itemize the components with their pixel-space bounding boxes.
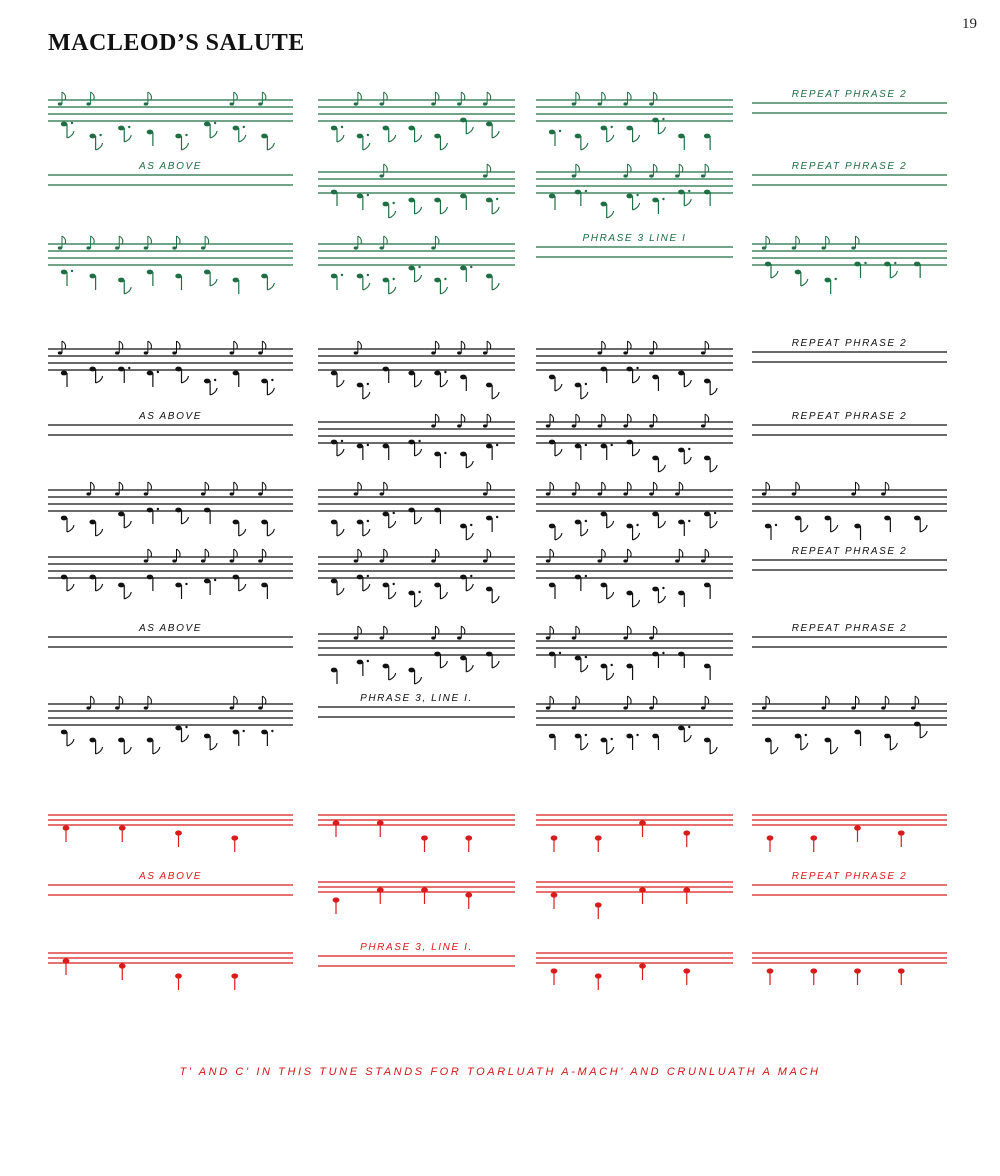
music-measure [536, 404, 733, 464]
staff-group [752, 425, 947, 435]
music-measure [48, 472, 293, 532]
music-measure [48, 82, 293, 142]
staff-svg [48, 331, 293, 391]
music-measure [752, 935, 947, 995]
staff-group [48, 696, 293, 754]
staff-group [48, 175, 293, 185]
staff-label [752, 622, 947, 636]
staff-svg [536, 404, 733, 464]
staff-svg [318, 82, 515, 142]
music-measure [318, 539, 515, 599]
staff-svg [318, 226, 515, 286]
staff-label-bar [48, 616, 293, 676]
staff-label [48, 622, 293, 636]
music-measure [48, 539, 293, 599]
staff-svg [536, 154, 733, 214]
staff-svg [752, 935, 947, 995]
music-measure [536, 935, 733, 995]
staff-group [48, 482, 293, 536]
music-measure [318, 472, 515, 532]
staff-svg [752, 472, 947, 532]
staff-svg [536, 472, 733, 532]
staff-group [752, 637, 947, 647]
staff-svg [48, 797, 293, 857]
staff-group [752, 236, 947, 294]
staff-group [318, 414, 515, 468]
staff-group [318, 164, 515, 218]
staff-group [536, 953, 733, 990]
staff-group [752, 560, 947, 570]
staff-group [752, 103, 947, 113]
staff-svg [318, 616, 515, 676]
music-measure [536, 616, 733, 676]
staff-svg [536, 539, 733, 599]
staff-group [48, 425, 293, 435]
music-measure [48, 331, 293, 391]
footnote: T' AND C' IN THIS TUNE STANDS FOR TOARLUATH A-MACH' AND CRUNLUATH A MACH [179, 1066, 821, 1078]
music-measure [752, 226, 947, 286]
music-measure [48, 935, 293, 995]
staff-svg [318, 797, 515, 857]
staff-group [752, 815, 947, 852]
staff-svg [536, 616, 733, 676]
staff-svg [48, 539, 293, 599]
staff-group [318, 482, 515, 540]
staff-label-text: AS ABOVE [131, 623, 210, 634]
staff-svg [536, 864, 733, 924]
music-measure [318, 154, 515, 214]
staff-label-text: PHRASE 3, LINE I. [352, 942, 481, 953]
staff-label [48, 160, 293, 174]
staff-group [536, 164, 733, 218]
staff-group [318, 341, 515, 399]
staff-label [752, 410, 947, 424]
music-measure [318, 616, 515, 676]
staff-label-text: AS ABOVE [131, 161, 210, 172]
staff-group [752, 482, 947, 540]
staff-label-bar [318, 935, 515, 995]
staff-svg [48, 472, 293, 532]
staff-svg [536, 331, 733, 391]
staff-group [752, 175, 947, 185]
staff-label [48, 410, 293, 424]
staff-label-text: REPEAT PHRASE 2 [784, 623, 916, 634]
staff-group [48, 92, 293, 150]
music-measure [318, 82, 515, 142]
staff-label-bar [318, 686, 515, 746]
staff-svg [318, 404, 515, 464]
staff-svg [536, 82, 733, 142]
staff-svg [318, 472, 515, 532]
staff-group [318, 549, 515, 607]
staff-svg [318, 864, 515, 924]
staff-label [752, 337, 947, 351]
staff-group [536, 247, 733, 257]
staff-label-text: REPEAT PHRASE 2 [784, 89, 916, 100]
staff-svg [536, 686, 733, 746]
music-measure [318, 331, 515, 391]
staff-label [752, 88, 947, 102]
music-measure [318, 226, 515, 286]
staff-group [536, 341, 733, 399]
music-measure [318, 404, 515, 464]
staff-label-bar [752, 331, 947, 391]
staff-group [752, 352, 947, 362]
staff-group [536, 815, 733, 852]
staff-group [318, 236, 515, 294]
staff-label-text: REPEAT PHRASE 2 [784, 411, 916, 422]
staff-group [318, 92, 515, 150]
music-measure [536, 154, 733, 214]
staff-group [536, 92, 733, 150]
staff-group [536, 882, 733, 919]
staff-group [318, 626, 515, 684]
page-title: MACLEOD’S SALUTE [48, 30, 305, 56]
staff-group [318, 882, 515, 914]
staff-group [752, 953, 947, 985]
staff-label-bar [752, 82, 947, 142]
staff-group [536, 696, 733, 754]
staff-group [536, 626, 733, 680]
staff-label [48, 870, 293, 884]
page-number: 19 [962, 16, 977, 32]
staff-group [48, 549, 293, 599]
music-measure [536, 472, 733, 532]
staff-svg [318, 539, 515, 599]
music-measure [536, 686, 733, 746]
staff-group [752, 696, 947, 754]
staff-group [318, 815, 515, 852]
music-measure [536, 539, 733, 599]
staff-label-text: REPEAT PHRASE 2 [784, 161, 916, 172]
staff-svg [48, 226, 293, 286]
music-measure [318, 797, 515, 857]
staff-label-bar [48, 404, 293, 464]
staff-svg [318, 154, 515, 214]
staff-group [318, 707, 515, 717]
staff-group [536, 549, 733, 607]
staff-label-bar [536, 226, 733, 286]
staff-svg [318, 331, 515, 391]
music-measure [752, 797, 947, 857]
staff-label [318, 941, 515, 955]
staff-label-bar [48, 864, 293, 924]
music-measure [48, 226, 293, 286]
staff-label-text: PHRASE 3, LINE I. [352, 693, 481, 704]
music-measure [318, 864, 515, 924]
staff-group [752, 885, 947, 895]
staff-group [536, 414, 733, 472]
staff-label [752, 160, 947, 174]
music-measure [536, 797, 733, 857]
music-measure [536, 331, 733, 391]
staff-svg [48, 82, 293, 142]
music-measure [536, 82, 733, 142]
staff-group [48, 885, 293, 895]
staff-group [536, 482, 733, 540]
staff-svg [536, 935, 733, 995]
staff-group [48, 341, 293, 395]
staff-svg [752, 797, 947, 857]
staff-label-text: PHRASE 3 LINE I [574, 233, 694, 244]
staff-label-bar [752, 404, 947, 464]
staff-label-text: AS ABOVE [131, 871, 210, 882]
staff-group [318, 956, 515, 966]
staff-label-text: REPEAT PHRASE 2 [784, 546, 916, 557]
staff-group [48, 236, 293, 294]
music-measure [48, 797, 293, 857]
staff-label-bar [752, 539, 947, 599]
staff-svg [752, 686, 947, 746]
staff-label [318, 692, 515, 706]
staff-group [48, 637, 293, 647]
staff-label-bar [752, 616, 947, 676]
staff-label [752, 870, 947, 884]
staff-label-bar [48, 154, 293, 214]
staff-label [536, 232, 733, 246]
staff-group [48, 953, 293, 990]
staff-group [48, 815, 293, 852]
staff-svg [752, 226, 947, 286]
music-measure [536, 864, 733, 924]
staff-label-bar [752, 154, 947, 214]
staff-label-bar [752, 864, 947, 924]
staff-svg [48, 686, 293, 746]
music-measure [48, 686, 293, 746]
staff-label [752, 545, 947, 559]
staff-svg [48, 935, 293, 995]
staff-svg [536, 797, 733, 857]
staff-label-text: AS ABOVE [131, 411, 210, 422]
staff-label-text: REPEAT PHRASE 2 [784, 338, 916, 349]
music-measure [752, 686, 947, 746]
staff-label-text: REPEAT PHRASE 2 [784, 871, 916, 882]
music-measure [752, 472, 947, 532]
